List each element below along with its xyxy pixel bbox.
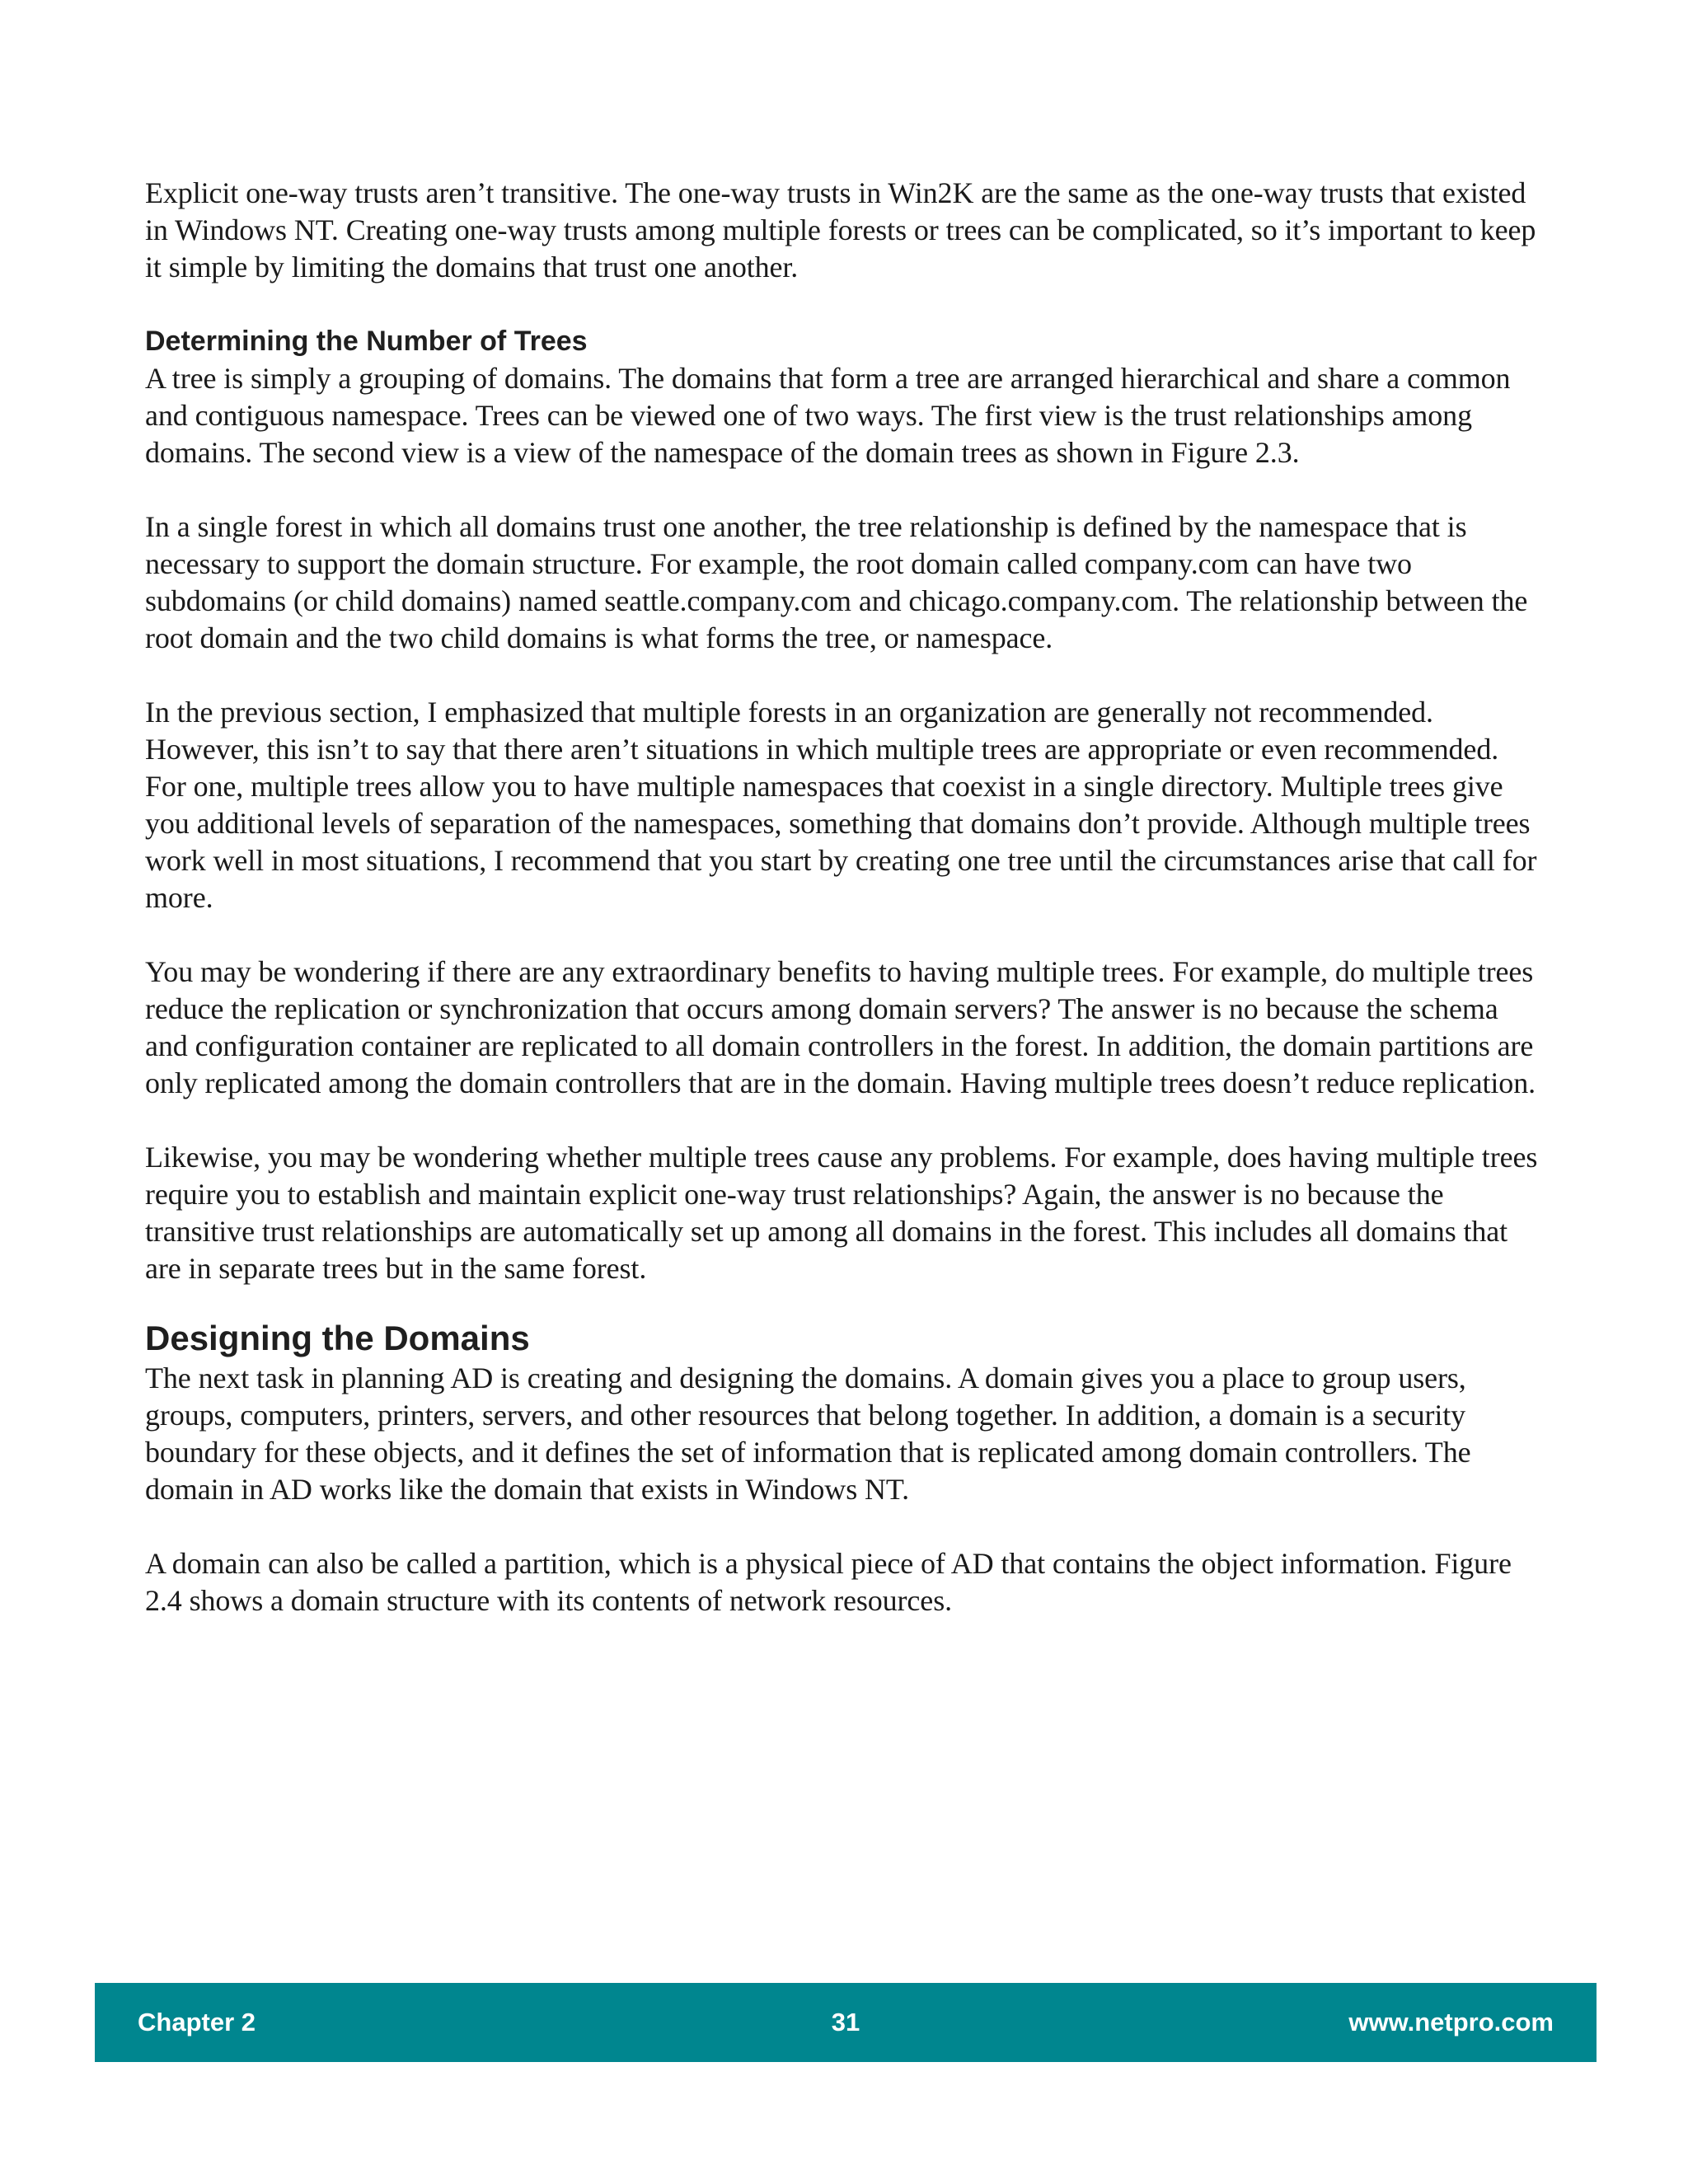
heading-designing-domains: Designing the Domains xyxy=(145,1319,530,1357)
paragraph-trees-5: Likewise, you may be wondering whether multiple trees cause any problems. For example, does having multiple trees require you to establish and maintain explicit one-way trust relationships? Again, the answer is no because the transitive trust relationships are automatically set up among all domains in the forest. This includes all domains that are in separate trees but in the same forest. xyxy=(145,1141,1538,1285)
page-footer xyxy=(95,1983,1597,2062)
paragraph-trees-2: In a single forest in which all domains trust one another, the tree relationship is defined by the namespace that is necessary to support the domain structure. For example, the root domain called company.com can have two subdomains (or child domains) named seattle.company.com and chicago.company.com. The relationship between the root domain and the two child domains is what forms the tree, or namespace. xyxy=(145,510,1528,654)
paragraph-trees-4: You may be wondering if there are any extraordinary benefits to having multiple trees. For example, do multiple trees reduce the replication or synchronization that occurs among domain servers? The answer is no because the schema and configuration container are replicated to all domain controllers in the forest. In addition, the domain partitions are only replicated among the domain controllers that are in the domain. Having multiple trees doesn’t reduce replication. xyxy=(145,955,1536,1099)
footer-website: www.netpro.com xyxy=(1348,2008,1554,2036)
paragraph-trees-1: A tree is simply a grouping of domains. The domains that form a tree are arranged hierarchical and share a common and contiguous namespace. Trees can be viewed one of two ways. The first view is the trust relationships among domains. The second view is a view of the namespace of the domain trees as shown in Figure 2.3. xyxy=(145,362,1511,469)
paragraph-intro: Explicit one-way trusts aren’t transitive. The one-way trusts in Win2K are the same as the one-way trusts that existed in Windows NT. Creating one-way trusts among multiple forests or trees can be complicated, so it’s important to keep it simple by limiting the domains that trust one another. xyxy=(145,176,1536,284)
footer-page-number: 31 xyxy=(831,2008,860,2036)
paragraph-domains-2: A domain can also be called a partition, which is a physical piece of AD that contains the object information. Figure 2.4 shows a domain structure with its contents of network resources. xyxy=(145,1547,1512,1617)
page-content xyxy=(145,175,1546,1619)
heading-determining-trees: Determining the Number of Trees xyxy=(145,326,588,357)
paragraph-domains-1: The next task in planning AD is creating and designing the domains. A domain gives you a place to group users, groups, computers, printers, servers, and other resources that belong together. In addition, a domain is a security boundary for these objects, and it defines the set of information that is replicated among domain controllers. The domain in AD works like the domain that exists in Windows NT. xyxy=(145,1361,1471,1506)
paragraph-trees-3: In the previous section, I emphasized that multiple forests in an organization are generally not recommended. However, this isn’t to say that there aren’t situations in which multiple trees are appropriate or even recommended. For one, multiple trees allow you to have multiple namespaces that coexist in a single directory. Multiple trees give you additional levels of separation of the namespaces, something that domains don’t provide. Although multiple trees work well in most situations, I recommend that you start by creating one tree until the circumstances arise that call for more. xyxy=(145,696,1537,914)
footer-chapter: Chapter 2 xyxy=(138,2008,256,2036)
